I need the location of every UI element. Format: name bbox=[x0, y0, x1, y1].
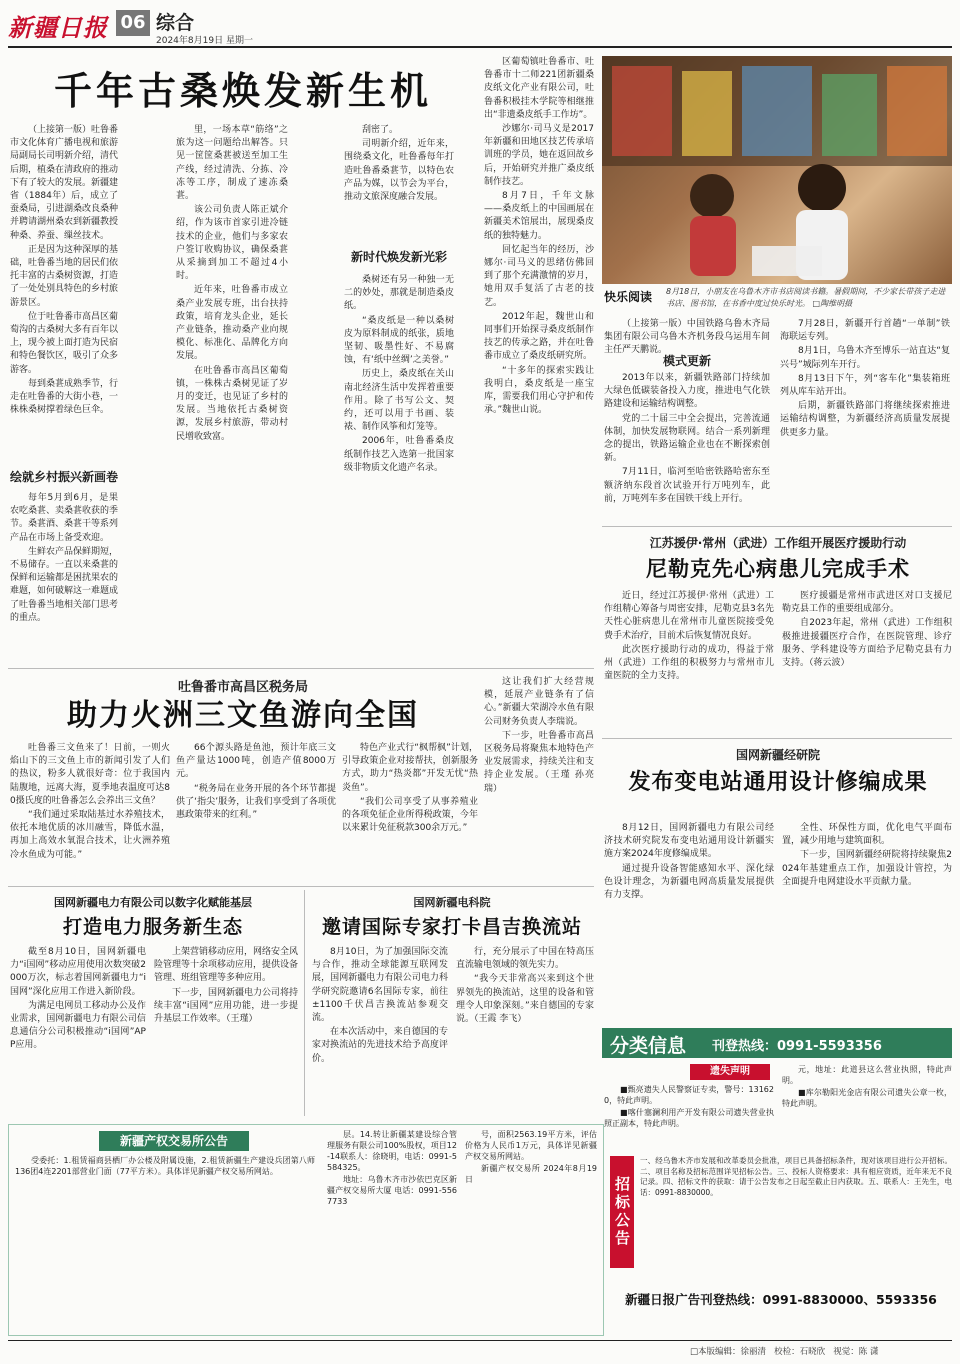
right1-p: 2013年以来，新疆铁路部门持续加大绿色低碳装备投入力度，推进电气化铁路建设和运输结构调整。 bbox=[604, 373, 770, 410]
property-item: 新疆产权交易所 2024年8月19日 bbox=[465, 1164, 597, 1184]
footer-rule bbox=[8, 1340, 952, 1341]
article4-p: 上架营销移动应用，网络安全风险管理等十余项移动应用，提供设备管理、班组管理等多种应用。 bbox=[154, 947, 299, 984]
article3-p: 特色产业式行“枫帮枫”计划，引导政策企业对接帮扶，创新服务方式，助力“热炎都”开发无忧“热炎鱼”。 bbox=[342, 743, 478, 793]
right1-p: 7月28日，新疆开行首趟“一单制”铁海联运专列。 bbox=[780, 319, 950, 343]
article1-p: 位于吐鲁番市高昌区葡萄沟的古桑树大多有百年以上，现今被上面打造为民宿和特色餐饮区，吸引了众多游客。 bbox=[10, 311, 119, 375]
article1-col3 bbox=[344, 124, 454, 234]
property-col3 bbox=[465, 1129, 597, 1331]
article6-title: 发布变电站通用设计修编成果 bbox=[628, 770, 928, 795]
classified-banner bbox=[602, 1028, 952, 1058]
article1-p: 每年5月到6月，是果农吃桑葚、卖桑葚收获的季节。桑葚酒、桑葚干等系列产品在市场上备受欢迎。 bbox=[10, 493, 119, 543]
article3-kicker: 吐鲁番市高昌区税务局 bbox=[177, 680, 308, 695]
classified-item: 元，地址：此道县这么营业执照，特此声明。 bbox=[782, 1065, 952, 1085]
article5-p: 在本次活动中，来自德国的专家对换流站的先进技术给予高度评价。 bbox=[312, 1027, 448, 1064]
article3-p: 66个源头路是鱼池，预计年底三文鱼产量达1000吨，创造产值8000万元。 bbox=[176, 743, 336, 780]
right1-col1b bbox=[604, 372, 770, 518]
article2-p: 此次医疗援助行动的成功，得益于常州（武进）工作组的积极努力与常州市儿童医院的全力支持。 bbox=[604, 644, 774, 682]
reading-photo-illustration bbox=[602, 56, 952, 284]
footer-editor: □本版编辑：徐丽清 bbox=[690, 1347, 767, 1357]
photo-tag: 快乐阅读 bbox=[604, 290, 653, 304]
property-item: 层。14.转让新疆某建设综合管理服务有限公司100%股权，项目12-14联系人：徐晓明，电话：0991-5584325。 bbox=[327, 1130, 457, 1172]
article4-col2 bbox=[154, 946, 298, 1114]
article6-kicker: 国网新疆经研院 bbox=[735, 748, 820, 762]
right1-col2 bbox=[780, 318, 950, 518]
article3-col3 bbox=[342, 742, 478, 878]
article4-p: 截至8月10日，国网新疆电力“i国网”移动应用使用次数突破2000万次，标志着国网新疆电力“i国网”深化应用工作进入新阶段。 bbox=[10, 947, 146, 997]
article2-p: 医疗援疆是常州市武进区对口支援尼勒克县工作的重要组成部分。 bbox=[782, 591, 952, 615]
article1-p: 区葡萄镇吐鲁番市、吐鲁番市十二师221团新疆桑皮纸文化产业有限公司，吐鲁番积极挂木学院等相继推出“非遗桑皮纸手工作坊”。 bbox=[484, 57, 594, 120]
article3-title: 助力火洲三文鱼游向全国 bbox=[67, 698, 419, 733]
lost-notice-heading: 遗失声明 bbox=[690, 1064, 770, 1080]
article3-col2 bbox=[176, 742, 336, 878]
article2-col1 bbox=[604, 590, 774, 732]
article1-heading2: 新时代焕发新光彩 bbox=[350, 250, 447, 264]
right1-col1 bbox=[604, 318, 770, 356]
masthead-rule bbox=[8, 46, 952, 48]
article3-col1 bbox=[10, 742, 170, 878]
article6-p: 全性、环保性方面，优化电气平面布置，减少用地与建筑面积。 bbox=[782, 823, 952, 847]
right1-p: 7月11日，临河至哈密铁路哈密东至额济纳东段首次试验开行万吨列车，此前，万吨列车多在国铁干线上开行。 bbox=[604, 467, 770, 504]
article6-p: 下一步，国网新疆经研院将持续聚焦2024年基建重点工作，加强设计管控，为全面提升电网建设水平贡献力量。 bbox=[782, 850, 952, 887]
article1-p: 2012年起，魏世山和同事们开始探寻桑皮纸制作技艺的传承之路，并在吐鲁番市成立了桑皮纸研究所。 bbox=[484, 311, 594, 362]
divider bbox=[8, 668, 594, 669]
classified-phone: 刊登热线：0991-5593356 bbox=[712, 1039, 882, 1054]
article1-p: 司明新介绍，近年来，围绕桑文化，吐鲁番每年打造吐鲁番桑葚节，以特色农产品为媒，以节会为平台，推动文旅深度融合发展。 bbox=[344, 139, 454, 203]
article1-col4 bbox=[484, 56, 594, 662]
article1-p: 回忆起当年的经历，沙娜尔·司马义的思绪仿佛回到了那个充满激情的岁月，她用双手复活了古老的技艺。 bbox=[484, 244, 594, 308]
article4-col1 bbox=[10, 946, 146, 1114]
article1-p: 在吐鲁番市高昌区葡萄镇，一株株古桑树见证了岁月的变迁，也见证了乡村的发展。当地依托古桑树资源，发展乡村旅游，带动村民增收致富。 bbox=[176, 365, 288, 442]
article1-p: 桑树还有另一种独一无二的妙处，那就是制造桑皮纸。 bbox=[344, 275, 454, 312]
article5-title: 邀请国际专家打卡昌吉换流站 bbox=[321, 916, 582, 938]
property-item: 受委托：1.租赁福商县栖厂办公楼及附属设施，2.租赁新疆生产建设兵团第八师136团4连2201部营业门面（77平方米）。具体详见新疆产权交易所网站。 bbox=[15, 1156, 315, 1176]
article1-p: “桑皮纸是一种以桑树皮为原料制成的纸张，质地坚韧、吸墨性好、不易腐蚀，有‘纸中丝绸’之美誉。” bbox=[344, 315, 454, 366]
divider bbox=[602, 526, 952, 527]
footer-credits bbox=[690, 1345, 952, 1357]
article1-p: 该公司负责人陈正斌介绍，作为该市首家引进冷链技术的企业，他们与多家农户签订收购协议，确保桑葚从采摘到加工不超过4小时。 bbox=[176, 205, 288, 282]
article3-p: 这让我们扩大经营规模，延展产业链条有了信心。”新疆大荣湖冷水鱼有限公司财务负责人李瑞说。 bbox=[484, 677, 594, 727]
article2-p: 自2023年起，常州（武进）工作组积极推进援疆医疗合作，在医院管理、诊疗服务、学科建设等方面给予尼勒克县有力支持。（蒋云波） bbox=[782, 618, 952, 669]
classified-col2 bbox=[782, 1064, 952, 1148]
footer-proof: 校检：石晓欣 bbox=[774, 1347, 826, 1357]
article4-p: 下一步，国网新疆电力公司将持续丰富“i国网”应用功能，进一步提升基层工作效率。（王瑾） bbox=[154, 987, 299, 1025]
right1-p: 党的二十届三中全会提出，完善流通体制，加快发展物联网。结合一系列新理念的提出，铁路运输企业也在不断探索创新。 bbox=[604, 413, 770, 464]
article5-p: 8月10日，为了加强国际交流与合作，推动全球能源互联网发展，国网新疆电力有限公司电力科学研究院邀请6名国际专家，前往±1100千伏昌吉换流站参观交流。 bbox=[312, 947, 448, 1024]
article2-kicker: 江苏援伊·常州（武进）工作组开展医疗援助行动 bbox=[649, 536, 907, 550]
article5-col1 bbox=[312, 946, 448, 1114]
article6-col1 bbox=[604, 822, 774, 1020]
property-item: 地址：乌鲁木齐市沙依巴克区新疆产权交易所大厦 电话：0991-5567733 bbox=[327, 1175, 457, 1206]
article1-col2 bbox=[176, 124, 288, 662]
right1-heading: 模式更新 bbox=[662, 354, 711, 368]
property-title-bar bbox=[99, 1131, 249, 1151]
article6-p: 8月12日，国网新疆电力有限公司经济技术研究院发布变电站通用设计新疆实施方案2024年度修编成果。 bbox=[604, 823, 774, 860]
article1-p: （上接第一版）吐鲁番市文化体育广播电视和旅游局副局长司明新介绍，清代后期，植桑在清政府的推动下有了较大的发展。新疆建省（1884年）后，成立了蚕桑局，引进湖桑改良桑种并聘请湖州桑农到新疆教授种桑、养蚕、缫丝技术。 bbox=[10, 125, 119, 241]
right1-p: （上接第一版）中国铁路乌鲁木齐局集团有限公司乌鲁木齐机务段乌运用车间主任严天鹏说。 bbox=[604, 319, 770, 356]
photo-credit: □陶维明摄 bbox=[812, 299, 853, 308]
divider bbox=[602, 738, 952, 739]
article1-col1 bbox=[10, 124, 118, 446]
article1-p: 历史上，桑皮纸在关山南北经济生活中发挥着重要作用。除了书写公文、契约，还可以用于书画、装裱、制作风筝和灯笼等。 bbox=[344, 369, 454, 433]
article6-p: 通过提升设备智能感知水平、深化绿色设计理念，为新疆电网高质量发展提供有力支撑。 bbox=[604, 863, 774, 901]
article1-p: 8月7日，千年文脉——桑皮纸上的中国画展在新疆美术馆展出，展现桑皮纸的独特魅力。 bbox=[484, 191, 594, 241]
property-item: 号，面积2563.19平方米，评估价格为人民币1万元，具体详见新疆产权交易所网站。 bbox=[465, 1130, 597, 1161]
article1-p: 每到桑葚成熟季节，行走在吐鲁番的大街小巷，一株株桑树撑着绿色巨伞。 bbox=[10, 378, 119, 416]
reading-photo bbox=[602, 56, 952, 284]
article2-title: 尼勒克先心病患儿完成手术 bbox=[646, 557, 910, 581]
article1-p: “十多年的探索实践让我明白，桑皮纸是一座宝库，需要我们用心守护和传承。”魏世山说。 bbox=[484, 365, 594, 416]
article1-heading1: 绘就乡村振兴新画卷 bbox=[10, 470, 119, 484]
classified-item: ■库尔勒阳光金店有限公司遗失公章一枚，特此声明。 bbox=[782, 1088, 952, 1108]
article5-p: 行，充分展示了中国在特高压直流输电领域的领先实力。 bbox=[456, 947, 594, 971]
divider bbox=[304, 890, 305, 1116]
article5-kicker: 国网新疆电科院 bbox=[413, 896, 491, 909]
article3-p: 下一步，吐鲁番市高昌区税务局将聚焦本地特色产业发展需求，持续关注和支持企业发展。（王瑾 孙亮瑞） bbox=[484, 730, 594, 794]
tender-box bbox=[610, 1156, 952, 1334]
footer-review: 视觉：陈 潇 bbox=[833, 1347, 879, 1357]
article1-p: 近年来，吐鲁番市成立桑产业发展专班，出台扶持政策，培育龙头企业，延长产业链条，推动桑产业向规模化、标准化、品牌化方向发展。 bbox=[176, 285, 288, 362]
article4-kicker: 国网新疆电力有限公司以数字化赋能基层 bbox=[54, 896, 252, 909]
article1-p: 2006年，吐鲁番桑皮纸制作技艺入选第一批国家级非物质文化遗产名录。 bbox=[344, 436, 454, 473]
article1-col3b bbox=[344, 274, 454, 662]
tender-ad: 新疆日报广告刊登热线：0991-8830000、5593356 bbox=[625, 1292, 937, 1307]
article3-p: “税务局在业务开展的各个环节都提供了‘指尖’服务，让我们享受到了各项优惠政策带来的红利。” bbox=[176, 783, 336, 821]
article3-col4 bbox=[484, 676, 594, 878]
classified-col1 bbox=[604, 1084, 774, 1148]
article4-title: 打造电力服务新生态 bbox=[62, 916, 243, 938]
article6-col2 bbox=[782, 822, 952, 1020]
page-number: 06 bbox=[116, 10, 150, 36]
article3-p: 吐鲁番三文鱼来了！日前，一则火焰山下的三文鱼上市的新闻引发了人们的热议，粉多人就很好奇：位于我国内陆腹地，远离大海，夏季地表温度可达80摄氏度的吐鲁番怎么会养出三文鱼？ bbox=[10, 743, 170, 806]
article5-col2 bbox=[456, 946, 594, 1114]
tender-body: 一、经乌鲁木齐市发展和改革委员会批准，项目已具备招标条件，现对该项目进行公开招标。二、项目名称及招标范围详见招标公告。三、投标人资格要求：具有相应资质，近年来无不良记录。四、招标文件的获取：请于公告发布之日起至截止日内获取。五、联系人：王先生，电话：0991-8830000。 bbox=[640, 1156, 952, 1197]
article1-p: 沙娜尔·司马义是2017年新疆和田地区技艺传承培训班的学员，她在返回故乡后，开始研究并推广桑皮纸制作技艺。 bbox=[484, 124, 594, 187]
right1-p: 后期，新疆铁路部门将继续探索推进运输结构调整，为新疆经济高质量发展提供更多力量。 bbox=[780, 401, 950, 438]
article2-p: 近日，经过江苏援伊·常州（武进）工作组精心筹备与周密安排，尼勒克县3名先天性心脏病患儿在常州市儿童医院接受免费手术治疗，目前术后恢复情况良好。 bbox=[604, 591, 774, 641]
article1-p: 生鲜农产品保鲜期短，不易储存。一直以来桑葚的保鲜和运输都是困扰果农的难题，如何破解这一难题成了吐鲁番当地相关部门思考的重点。 bbox=[10, 546, 119, 623]
classified-title: 分类信息 bbox=[610, 1035, 687, 1057]
article1-p: 正是因为这种深厚的基础，吐鲁番当地的居民们依托丰富的古桑树资源，打造了一处处别具特色的乡村旅游景区。 bbox=[10, 244, 119, 308]
right1-p: 8月1日，乌鲁木齐至博乐一站直达“复兴号”城际列车开行。 bbox=[780, 346, 950, 370]
article2-col2 bbox=[782, 590, 952, 732]
article1-p: 刮密了。 bbox=[362, 125, 399, 135]
property-col2 bbox=[327, 1129, 457, 1331]
section-name: 综合 bbox=[156, 12, 195, 34]
photo-caption-text: 8月18日，小朋友在乌鲁木齐市书店阅读书籍。暑假期间，不少家长带孩子走进书店、图书馆，在书香中度过快乐时光。 bbox=[666, 287, 946, 308]
classified-item: ■甄亮遗失人民警察证专卖，警号：131620，特此声明。 bbox=[604, 1085, 774, 1105]
article1-p: 里，一场本草“筋络”之旅为这一问题给出解答。只见一筐筐桑葚被送至加工生产线，经过清洗、分拣、冷冻等工序，制成了速冻桑葚。 bbox=[176, 125, 288, 202]
newspaper-logo: 新疆日报 bbox=[8, 13, 108, 42]
photo-caption bbox=[666, 286, 952, 310]
divider bbox=[8, 886, 594, 887]
property-box bbox=[8, 1124, 604, 1336]
issue-date: 2024年8月19日 星期一 bbox=[156, 36, 253, 46]
article3-p: “我们公司享受了从事养殖业的各项免征企业所得税政策，今年以来累计免征税款300余万元。” bbox=[342, 796, 478, 834]
article1-title: 千年古桑焕发新生机 bbox=[53, 69, 432, 113]
classified-item: ■喀什塞澜利用产开发有限公司遗失营业执照正副本，特此声明。 bbox=[604, 1108, 774, 1128]
right1-p: 8月13日下午，列“客车化”集装箱班列从库车站开出。 bbox=[780, 373, 950, 398]
tender-title: 招标公告 bbox=[610, 1156, 634, 1268]
property-title: 新疆产权交易所公告 bbox=[119, 1134, 228, 1148]
article1-col1b bbox=[10, 492, 118, 662]
property-col1 bbox=[15, 1155, 315, 1331]
article3-p: “我们通过采取陆基过水养殖技术，依托本地优质的冰川融雪，降低水温，再加上高效水氧混合技术，让火洲养殖冷水鱼成为可能。” bbox=[10, 810, 170, 860]
article4-p: 为满足电网员工移动办公及作业需求，国网新疆电力有限公司信息通信分公司积极推动“i国网”APP应用。 bbox=[10, 1000, 146, 1051]
article5-p: “我今天非常高兴来到这个世界领先的换流站，这里的设备和管理令人印象深刻。”来自德国的专家说。（王霞 李飞） bbox=[456, 974, 594, 1025]
